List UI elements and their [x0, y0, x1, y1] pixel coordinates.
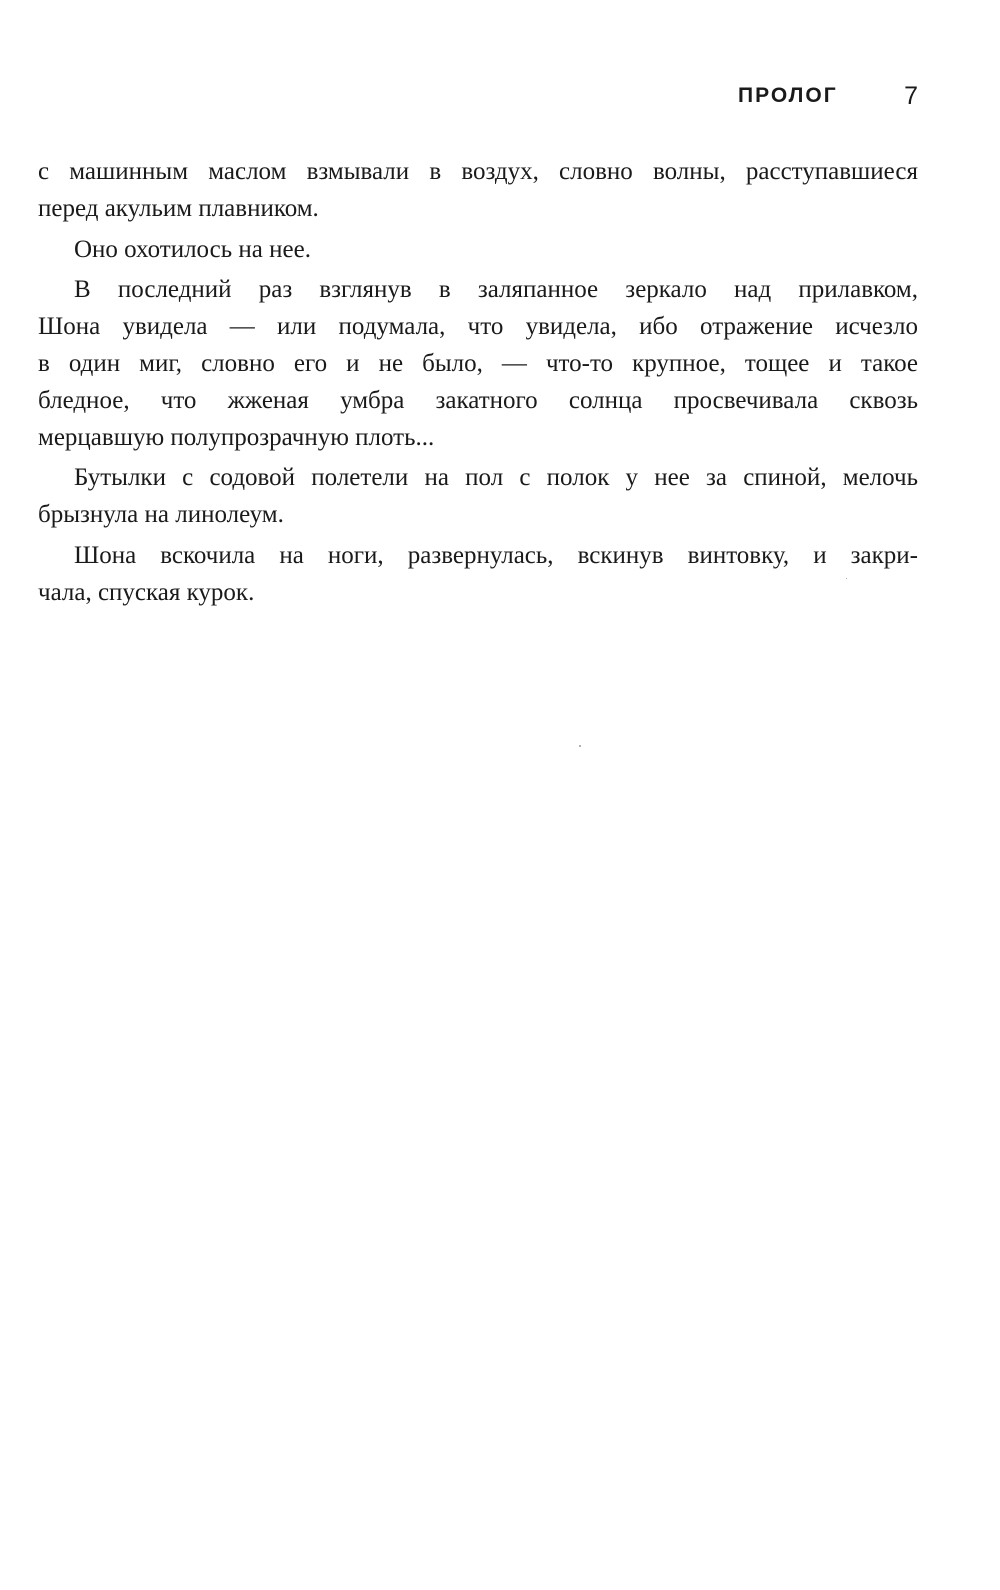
- text-line: бледное, что жженая умбра закатного солнца просвечивала сквозь: [38, 386, 918, 414]
- paragraph: [38, 460, 918, 534]
- text-line: Оно охотилось на нее.: [74, 235, 311, 263]
- text-line: Бутылки с содовой полетели на пол с полок у нее за спиной, мелочь: [74, 464, 918, 492]
- text-line: мерцавшую полупрозрачную плоть...: [38, 423, 435, 451]
- paragraph: [38, 154, 918, 228]
- text-line: в один миг, словно его и не было, — что-то крупное, тощее и такое: [38, 349, 918, 377]
- page-number: 7: [904, 81, 918, 110]
- text-line: перед акульим плавником.: [38, 194, 319, 222]
- paragraph: [38, 272, 918, 456]
- text-line: с машинным маслом взмывали в воздух, словно волны, расступавшиеся: [38, 158, 918, 185]
- paragraph: [38, 232, 918, 269]
- paragraph: [38, 538, 918, 612]
- text-line: Шона увидела — или подумала, что увидела, ибо отражение исчезло: [38, 313, 918, 341]
- running-header: [738, 80, 918, 112]
- text-line: В последний раз взглянув в заляпанное зеркало над прилавком,: [74, 276, 918, 304]
- scan-speck: [579, 745, 581, 747]
- body-text: [38, 154, 918, 616]
- chapter-title: ПРОЛОГ: [738, 84, 838, 107]
- scan-speck: [846, 578, 847, 579]
- text-line: Шона вскочила на ноги, развернулась, вскинув винтовку, и закри-: [74, 541, 918, 569]
- text-line: чала, спуская курок.: [38, 578, 255, 606]
- text-line: брызнула на линолеум.: [38, 501, 284, 529]
